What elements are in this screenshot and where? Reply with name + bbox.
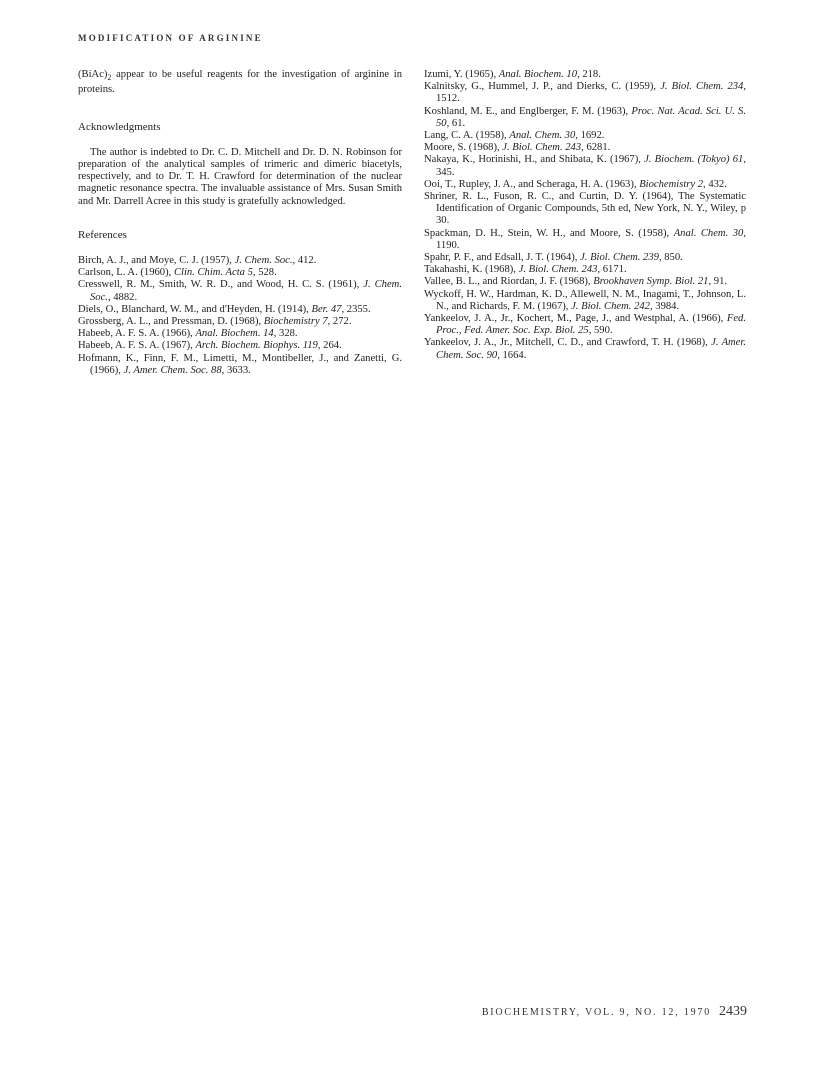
- reference-journal: Proc. Nat. Acad. Sci. U. S. 50: [436, 105, 747, 129]
- reference-rest: , 264.: [317, 340, 342, 352]
- reference-journal: J. Biol. Chem. 242: [571, 300, 650, 312]
- references-list-left: [78, 255, 402, 377]
- reference-authors: Diels, O., Blanchard, W. M., and d'Heyden, H. (1914),: [78, 303, 309, 315]
- reference-rest: , 6171.: [597, 264, 627, 276]
- reference-rest: , 1512.: [436, 81, 747, 105]
- reference-journal: Arch. Biochem. Biophys. 119: [195, 340, 318, 352]
- intro-subscript: 2: [107, 73, 112, 83]
- reference-item: [78, 340, 402, 352]
- reference-rest: , 2355.: [341, 303, 371, 315]
- reference-item: [424, 69, 746, 81]
- reference-journal: J. Biol. Chem. 243: [518, 264, 598, 276]
- reference-authors: Spackman, D. H., Stein, W. H., and Moore, S. (1958),: [424, 227, 670, 239]
- intro-text-pre: (BiAc): [78, 69, 108, 80]
- acknowledgments-text: The author is indebted to Dr. C. D. Mitchell and Dr. D. N. Robinson for preparation of the analytical samples of trimeric and dimeric biacetyls, respectively, and to Dr. T. H. Crawford for determination of the nuclear magnetic resonance spectra. The invaluable assistance of Mrs. Susan Smith and Mr. Darrell Acree in this study is gratefully acknowledged.: [78, 146, 402, 207]
- reference-authors: Wyckoff, H. W., Hardman, K. D., Allewell, N. M., Inagami, T., Johnson, L. N., and Richards, F. M. (1967),: [424, 288, 746, 312]
- reference-rest: , 328.: [273, 328, 298, 340]
- reference-authors: Habeeb, A. F. S. A. (1966),: [78, 328, 193, 340]
- reference-authors: Habeeb, A. F. S. A. (1967),: [78, 340, 193, 352]
- reference-item: [424, 130, 746, 142]
- reference-item: [78, 316, 402, 328]
- reference-rest: , 272.: [327, 315, 352, 327]
- acknowledgments-heading: Acknowledgments: [78, 120, 161, 133]
- footer-journal: BIOCHEMISTRY, VOL. 9, NO. 12, 1970: [481, 1007, 711, 1018]
- intro-paragraph: [78, 69, 402, 97]
- reference-authors: Lang, C. A. (1958),: [424, 130, 507, 142]
- reference-item: [78, 353, 402, 377]
- reference-journal: Anal. Chem. 30: [509, 130, 576, 142]
- page-number: 2439: [719, 1004, 747, 1019]
- left-column: [78, 69, 402, 377]
- reference-authors: Koshland, M. E., and Englberger, F. M. (1963),: [424, 105, 629, 117]
- reference-rest: , 218.: [577, 69, 601, 80]
- reference-item: [424, 313, 746, 337]
- reference-item: [424, 142, 746, 154]
- reference-authors: Spahr, P. F., and Edsall, J. T. (1964),: [424, 252, 578, 264]
- reference-authors: Moore, S. (1968),: [424, 142, 500, 154]
- reference-item: [78, 279, 402, 303]
- reference-rest: , 6281.: [581, 142, 611, 154]
- reference-authors: Vallee, B. L., and Riordan, J. F. (1968),: [424, 276, 591, 288]
- reference-authors: Izumi, Y. (1965),: [424, 69, 497, 80]
- reference-item: [78, 255, 402, 267]
- reference-journal: J. Chem. Soc.: [234, 254, 293, 266]
- reference-item: [78, 328, 402, 340]
- page-footer: [482, 1004, 747, 1020]
- reference-item: [424, 81, 746, 105]
- reference-rest: , 345.: [436, 154, 747, 178]
- reference-rest: , 61.: [446, 117, 466, 129]
- reference-rest: , 1190.: [436, 227, 746, 251]
- reference-item: [424, 276, 746, 288]
- reference-item: [78, 304, 402, 316]
- reference-authors: Yankeelov, J. A., Jr., Kochert, M., Page, J., and Westphal, A. (1966),: [424, 313, 724, 325]
- reference-journal: Biochemistry 2: [639, 178, 704, 190]
- reference-journal: J. Biol. Chem. 243: [502, 142, 582, 154]
- running-head: MODIFICATION OF ARGININE: [78, 33, 263, 43]
- reference-rest: , 3633.: [221, 364, 251, 376]
- reference-journal: Fed. Proc., Fed. Amer. Soc. Exp. Biol. 25: [436, 313, 746, 337]
- reference-rest: , 432.: [703, 178, 727, 190]
- reference-item: [424, 264, 746, 276]
- reference-journal: J. Biochem. (Tokyo) 61: [644, 154, 744, 166]
- reference-journal: Anal. Biochem. 14: [195, 328, 274, 340]
- reference-item: [424, 252, 746, 264]
- reference-item: [424, 337, 746, 361]
- references-list-right: [424, 69, 746, 362]
- reference-authors: Takahashi, K. (1968),: [424, 264, 516, 276]
- reference-authors: Shriner, R. L., Fuson, R. C., and Curtin, D. Y. (1964), The Systematic Identification of Organic Compounds, 5th ed, New York, N. Y., Wiley, p 30.: [424, 191, 746, 227]
- reference-item: [424, 289, 746, 313]
- intro-text-post: appear to be useful reagents for the investigation of arginine in proteins.: [78, 69, 402, 96]
- reference-journal: J. Amer. Chem. Soc. 90: [436, 337, 746, 361]
- reference-rest: , 4882.: [107, 291, 138, 303]
- reference-rest: , 91.: [708, 276, 728, 288]
- reference-rest: , 412.: [292, 254, 317, 266]
- reference-rest: , 3984.: [649, 300, 680, 312]
- reference-item: [424, 179, 746, 191]
- reference-authors: Kalnitsky, G., Hummel, J. P., and Dierks, C. (1959),: [424, 81, 657, 93]
- reference-journal: Biochemistry 7: [263, 315, 328, 327]
- reference-authors: Carlson, L. A. (1960),: [78, 267, 172, 279]
- reference-item: [78, 267, 402, 279]
- reference-rest: , 1664.: [497, 349, 527, 361]
- reference-item: [424, 154, 746, 178]
- reference-journal: J. Chem. Soc.: [90, 279, 402, 303]
- reference-journal: Anal. Chem. 30: [673, 227, 744, 239]
- reference-authors: Hofmann, K., Finn, F. M., Limetti, M., Montibeller, J., and Zanetti, G. (1966),: [78, 352, 402, 376]
- reference-journal: Brookhaven Symp. Biol. 21: [593, 276, 709, 288]
- reference-rest: , 528.: [252, 267, 277, 279]
- reference-authors: Nakaya, K., Horinishi, H., and Shibata, K. (1967),: [424, 154, 641, 166]
- reference-rest: , 1692.: [575, 130, 605, 142]
- reference-journal: J. Biol. Chem. 239: [580, 252, 659, 264]
- references-heading: References: [78, 228, 127, 241]
- reference-journal: Anal. Biochem. 10: [498, 69, 578, 80]
- reference-authors: Ooi, T., Rupley, J. A., and Scheraga, H. A. (1963),: [424, 178, 637, 190]
- reference-journal: J. Biol. Chem. 234: [660, 81, 744, 93]
- reference-item: [424, 106, 746, 130]
- reference-journal: J. Amer. Chem. Soc. 88: [123, 364, 222, 376]
- reference-authors: Birch, A. J., and Moye, C. J. (1957),: [78, 254, 232, 266]
- reference-authors: Cresswell, R. M., Smith, W. R. D., and Wood, H. C. S. (1961),: [78, 279, 360, 291]
- reference-rest: , 850.: [658, 252, 683, 264]
- reference-journal: Ber. 47: [311, 303, 342, 315]
- reference-authors: Grossberg, A. L., and Pressman, D. (1968),: [78, 315, 262, 327]
- reference-item: [424, 228, 746, 252]
- reference-rest: , 590.: [588, 325, 613, 337]
- right-column: [424, 69, 746, 362]
- reference-authors: Yankeelov, J. A., Jr., Mitchell, C. D., and Crawford, T. H. (1968),: [424, 337, 708, 349]
- reference-item: [424, 191, 746, 228]
- reference-journal: Clin. Chim. Acta 5: [173, 267, 253, 279]
